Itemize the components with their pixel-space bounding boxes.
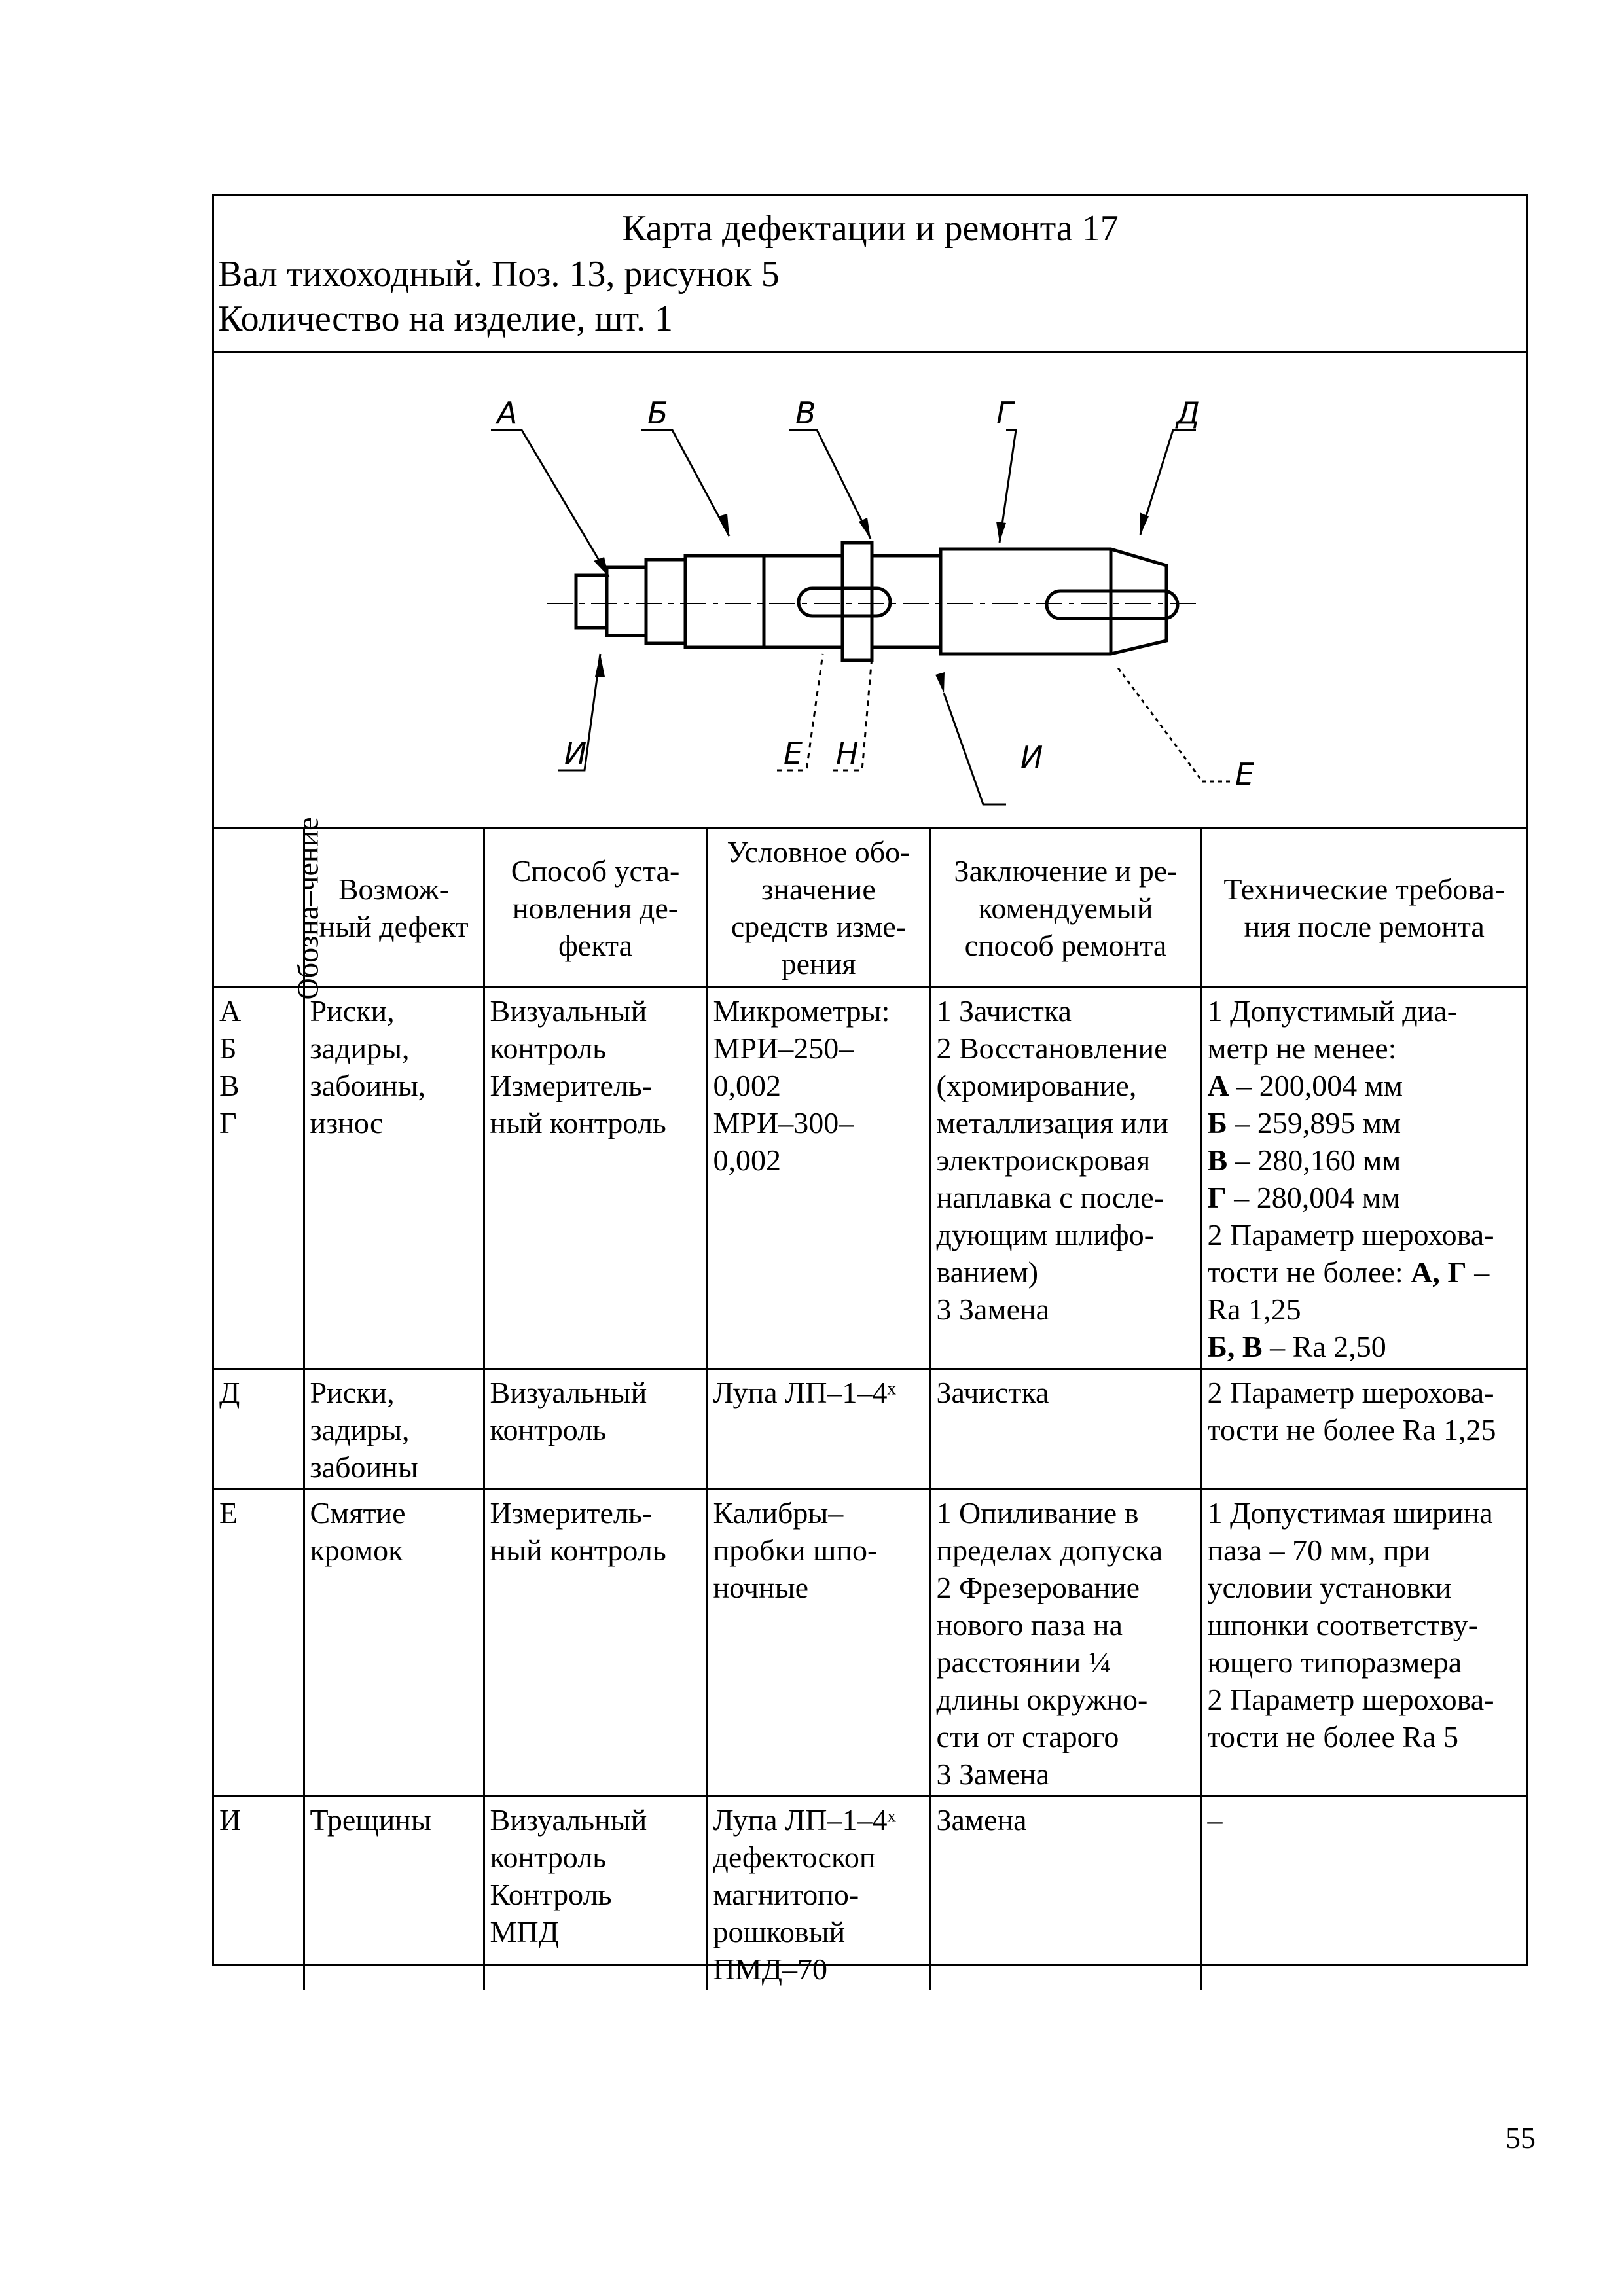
cell-method: Визуальный контроль	[484, 1369, 707, 1490]
label-b: Б	[647, 395, 668, 431]
cell-designation: А Б В Г	[214, 988, 304, 1369]
shaft-drawing	[214, 353, 1526, 829]
table-row	[214, 1490, 1526, 1797]
cell-conclusion: 1 Зачистка 2 Восстановление (хромирование, металлизация или электроискровая наплавка с после- дующим шлифо- ванием) 3 Замена	[930, 988, 1201, 1369]
cell-tools: Лупа ЛП–1–4ˣ	[707, 1369, 930, 1490]
cell-requirements: 1 Допустимый диа- метр не менее: А – 200,004 мм Б – 259,895 мм В – 280,160 мм Г – 280,004 мм 2 Параметр шерохова- тости не более: А, Г – Ra 1,25 Б, В – Ra 2,50	[1201, 988, 1526, 1369]
label-n: Н	[836, 736, 859, 771]
col-conclusion: Заключение и ре- комендуемый способ ремонта	[930, 829, 1201, 988]
table-row	[214, 1369, 1526, 1490]
cell-requirements: 2 Параметр шерохова- тости не более Ra 1,25	[1201, 1369, 1526, 1490]
label-e-right: Е	[1235, 757, 1255, 792]
defect-card	[212, 194, 1528, 1986]
label-i-right: И	[1020, 740, 1043, 775]
cell-method: Визуальный контроль Измеритель- ный контроль	[484, 988, 707, 1369]
label-a: А	[497, 395, 518, 431]
table-row	[214, 1797, 1526, 1991]
cell-tools: Микрометры: МРИ–250– 0,002 МРИ–300– 0,002	[707, 988, 930, 1369]
card-header	[214, 196, 1526, 353]
table-header-row	[214, 829, 1526, 988]
cell-designation: Е	[214, 1490, 304, 1797]
cell-designation: Д	[214, 1369, 304, 1490]
table-row	[214, 988, 1526, 1369]
quantity-line: Количество на изделие, шт. 1	[218, 298, 673, 339]
cell-defect: Смятие кромок	[304, 1490, 484, 1797]
table-body	[214, 988, 1526, 1991]
label-i-left: И	[564, 736, 587, 771]
cell-conclusion: 1 Опиливание в пределах допуска 2 Фрезерование нового паза на расстоянии ¼ длины окружно- сти от старого 3 Замена	[930, 1490, 1201, 1797]
cell-conclusion: Замена	[930, 1797, 1201, 1991]
cell-defect: Трещины	[304, 1797, 484, 1991]
col-designation: Обозна–чение	[214, 829, 304, 988]
label-v: В	[795, 395, 816, 431]
cell-defect: Риски, задиры, забоины	[304, 1369, 484, 1490]
col-tools: Условное обо- значение средств изме- рения	[707, 829, 930, 988]
cell-method: Визуальный контроль Контроль МПД	[484, 1797, 707, 1991]
cell-requirements: –	[1201, 1797, 1526, 1991]
keyway-1	[799, 588, 890, 616]
cell-requirements: 1 Допустимая ширина паза – 70 мм, при условии установки шпонки соответству- ющего типоразмера 2 Параметр шерохова- тости не более Ra 5	[1201, 1490, 1526, 1797]
cell-defect: Риски, задиры, забоины, износ	[304, 988, 484, 1369]
cell-designation: И	[214, 1797, 304, 1991]
cell-tools: Калибры– пробки шпо- ночные	[707, 1490, 930, 1797]
shaft-drawing-svg	[214, 353, 1526, 827]
part-name: Вал тихоходный. Поз. 13, рисунок 5	[218, 254, 780, 295]
label-d: Д	[1176, 395, 1200, 431]
page-number: 55	[1506, 2121, 1536, 2155]
cell-method: Измеритель- ный контроль	[484, 1490, 707, 1797]
label-e-middle: Е	[784, 736, 803, 771]
card-title: Карта дефектации и ремонта 17	[622, 208, 1119, 249]
cell-conclusion: Зачистка	[930, 1369, 1201, 1490]
col-defect: Возмож- ный дефект	[304, 829, 484, 988]
cell-tools: Лупа ЛП–1–4ˣ дефектоскоп магнитопо- рошковый ПМД–70	[707, 1797, 930, 1991]
label-g: Г	[996, 395, 1013, 431]
col-requirements: Технические требова- ния после ремонта	[1201, 829, 1526, 988]
col-method: Способ уста- новления де- фекта	[484, 829, 707, 988]
defect-table	[214, 816, 1526, 1990]
